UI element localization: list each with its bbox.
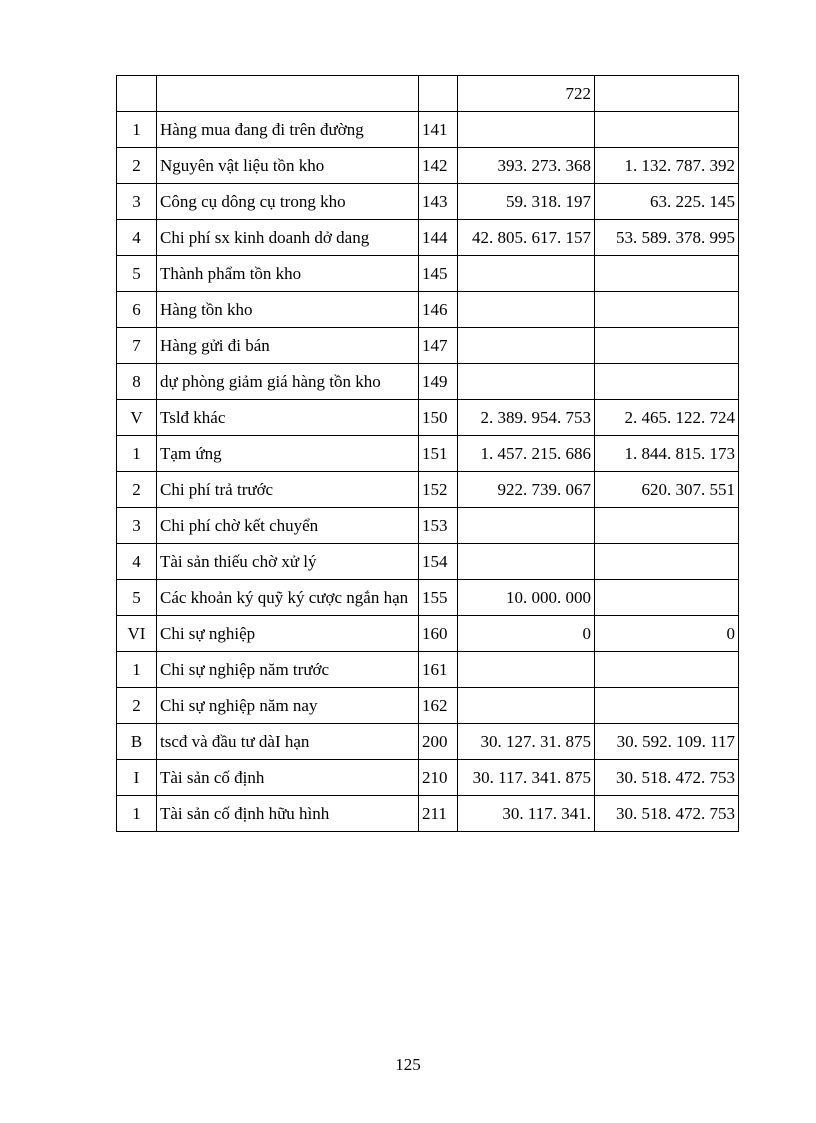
item-label-cell: Chi sự nghiệp	[157, 616, 419, 652]
end-of-period-value-cell	[458, 652, 595, 688]
start-of-year-value-cell: 30. 592. 109. 117	[595, 724, 739, 760]
row-number-cell: 2	[117, 472, 157, 508]
item-code-cell: 155	[419, 580, 458, 616]
end-of-period-value-cell	[458, 508, 595, 544]
end-of-period-value-cell: 42. 805. 617. 157	[458, 220, 595, 256]
row-number-cell: 2	[117, 688, 157, 724]
item-label-cell: Công cụ dông cụ trong kho	[157, 184, 419, 220]
start-of-year-value-cell	[595, 652, 739, 688]
item-label-cell: dự phòng giảm giá hàng tồn kho	[157, 364, 419, 400]
start-of-year-value-cell: 2. 465. 122. 724	[595, 400, 739, 436]
table-row	[117, 256, 739, 292]
item-label-cell: Chi phí chờ kết chuyển	[157, 508, 419, 544]
table-body	[117, 76, 739, 832]
row-number-cell: 1	[117, 652, 157, 688]
item-code-cell: 160	[419, 616, 458, 652]
start-of-year-value-cell: 1. 132. 787. 392	[595, 148, 739, 184]
row-number-cell: 1	[117, 436, 157, 472]
item-code-cell: 211	[419, 796, 458, 832]
end-of-period-value-cell: 2. 389. 954. 753	[458, 400, 595, 436]
end-of-period-value-cell: 30. 117. 341. 875	[458, 760, 595, 796]
item-code-cell: 161	[419, 652, 458, 688]
item-label-cell: Tslđ khác	[157, 400, 419, 436]
end-of-period-value-cell	[458, 292, 595, 328]
end-of-period-value-cell: 393. 273. 368	[458, 148, 595, 184]
row-number-cell: 1	[117, 796, 157, 832]
table-row	[117, 328, 739, 364]
item-label-cell: Chi sự nghiệp năm nay	[157, 688, 419, 724]
item-code-cell: 154	[419, 544, 458, 580]
item-label-cell: Các khoản ký quỹ ký cược ngắn hạn	[157, 580, 419, 616]
item-label-cell: Thành phẩm tồn kho	[157, 256, 419, 292]
row-number-cell: 6	[117, 292, 157, 328]
end-of-period-value-cell	[458, 328, 595, 364]
table-row	[117, 616, 739, 652]
row-number-cell: 5	[117, 256, 157, 292]
item-code-cell	[419, 76, 458, 112]
start-of-year-value-cell	[595, 364, 739, 400]
end-of-period-value-cell: 30. 117. 341.	[458, 796, 595, 832]
end-of-period-value-cell	[458, 256, 595, 292]
row-number-cell	[117, 76, 157, 112]
table-row	[117, 148, 739, 184]
item-label-cell: Tài sản cố định hữu hình	[157, 796, 419, 832]
end-of-period-value-cell: 722	[458, 76, 595, 112]
start-of-year-value-cell: 620. 307. 551	[595, 472, 739, 508]
row-number-cell: 2	[117, 148, 157, 184]
start-of-year-value-cell	[595, 580, 739, 616]
table-row	[117, 184, 739, 220]
item-label-cell	[157, 76, 419, 112]
row-number-cell: VI	[117, 616, 157, 652]
end-of-period-value-cell: 922. 739. 067	[458, 472, 595, 508]
row-number-cell: B	[117, 724, 157, 760]
end-of-period-value-cell	[458, 688, 595, 724]
item-code-cell: 145	[419, 256, 458, 292]
row-number-cell: 1	[117, 112, 157, 148]
table-row	[117, 652, 739, 688]
item-code-cell: 141	[419, 112, 458, 148]
end-of-period-value-cell: 59. 318. 197	[458, 184, 595, 220]
item-code-cell: 152	[419, 472, 458, 508]
row-number-cell: V	[117, 400, 157, 436]
item-code-cell: 142	[419, 148, 458, 184]
start-of-year-value-cell	[595, 508, 739, 544]
item-code-cell: 146	[419, 292, 458, 328]
item-label-cell: Chi phí trả trước	[157, 472, 419, 508]
item-code-cell: 144	[419, 220, 458, 256]
table-row	[117, 292, 739, 328]
end-of-period-value-cell	[458, 544, 595, 580]
start-of-year-value-cell	[595, 256, 739, 292]
item-code-cell: 162	[419, 688, 458, 724]
table-row	[117, 436, 739, 472]
item-code-cell: 210	[419, 760, 458, 796]
item-label-cell: Hàng gửi đi bán	[157, 328, 419, 364]
end-of-period-value-cell: 1. 457. 215. 686	[458, 436, 595, 472]
start-of-year-value-cell: 53. 589. 378. 995	[595, 220, 739, 256]
item-code-cell: 200	[419, 724, 458, 760]
table-row	[117, 400, 739, 436]
start-of-year-value-cell	[595, 688, 739, 724]
row-number-cell: 3	[117, 508, 157, 544]
table-row	[117, 688, 739, 724]
item-code-cell: 150	[419, 400, 458, 436]
row-number-cell: 4	[117, 220, 157, 256]
start-of-year-value-cell: 1. 844. 815. 173	[595, 436, 739, 472]
start-of-year-value-cell	[595, 544, 739, 580]
row-number-cell: 3	[117, 184, 157, 220]
table-row	[117, 544, 739, 580]
table-row	[117, 508, 739, 544]
table-row	[117, 580, 739, 616]
table-row	[117, 724, 739, 760]
end-of-period-value-cell: 0	[458, 616, 595, 652]
start-of-year-value-cell	[595, 328, 739, 364]
item-code-cell: 153	[419, 508, 458, 544]
page-number: 125	[395, 1055, 421, 1074]
item-label-cell: Hàng tồn kho	[157, 292, 419, 328]
item-label-cell: Nguyên vật liệu tồn kho	[157, 148, 419, 184]
end-of-period-value-cell: 30. 127. 31. 875	[458, 724, 595, 760]
table-row	[117, 76, 739, 112]
start-of-year-value-cell: 0	[595, 616, 739, 652]
item-label-cell: Hàng mua đang đi trên đường	[157, 112, 419, 148]
start-of-year-value-cell	[595, 112, 739, 148]
row-number-cell: 7	[117, 328, 157, 364]
item-code-cell: 147	[419, 328, 458, 364]
item-label-cell: Tài sản thiếu chờ xử lý	[157, 544, 419, 580]
table-row	[117, 220, 739, 256]
item-label-cell: Chi sự nghiệp năm trước	[157, 652, 419, 688]
table-row	[117, 472, 739, 508]
row-number-cell: 5	[117, 580, 157, 616]
start-of-year-value-cell	[595, 76, 739, 112]
item-label-cell: tscđ và đầu tư dàI hạn	[157, 724, 419, 760]
end-of-period-value-cell	[458, 112, 595, 148]
item-code-cell: 143	[419, 184, 458, 220]
start-of-year-value-cell: 63. 225. 145	[595, 184, 739, 220]
table-row	[117, 112, 739, 148]
item-code-cell: 151	[419, 436, 458, 472]
item-label-cell: Chi phí sx kinh doanh dở dang	[157, 220, 419, 256]
start-of-year-value-cell: 30. 518. 472. 753	[595, 760, 739, 796]
end-of-period-value-cell: 10. 000. 000	[458, 580, 595, 616]
row-number-cell: I	[117, 760, 157, 796]
end-of-period-value-cell	[458, 364, 595, 400]
item-label-cell: Tạm ứng	[157, 436, 419, 472]
item-label-cell: Tài sản cố định	[157, 760, 419, 796]
start-of-year-value-cell	[595, 292, 739, 328]
table-row	[117, 364, 739, 400]
start-of-year-value-cell: 30. 518. 472. 753	[595, 796, 739, 832]
table-row	[117, 760, 739, 796]
row-number-cell: 4	[117, 544, 157, 580]
balance-sheet-table	[116, 75, 739, 832]
row-number-cell: 8	[117, 364, 157, 400]
item-code-cell: 149	[419, 364, 458, 400]
table-row	[117, 796, 739, 832]
